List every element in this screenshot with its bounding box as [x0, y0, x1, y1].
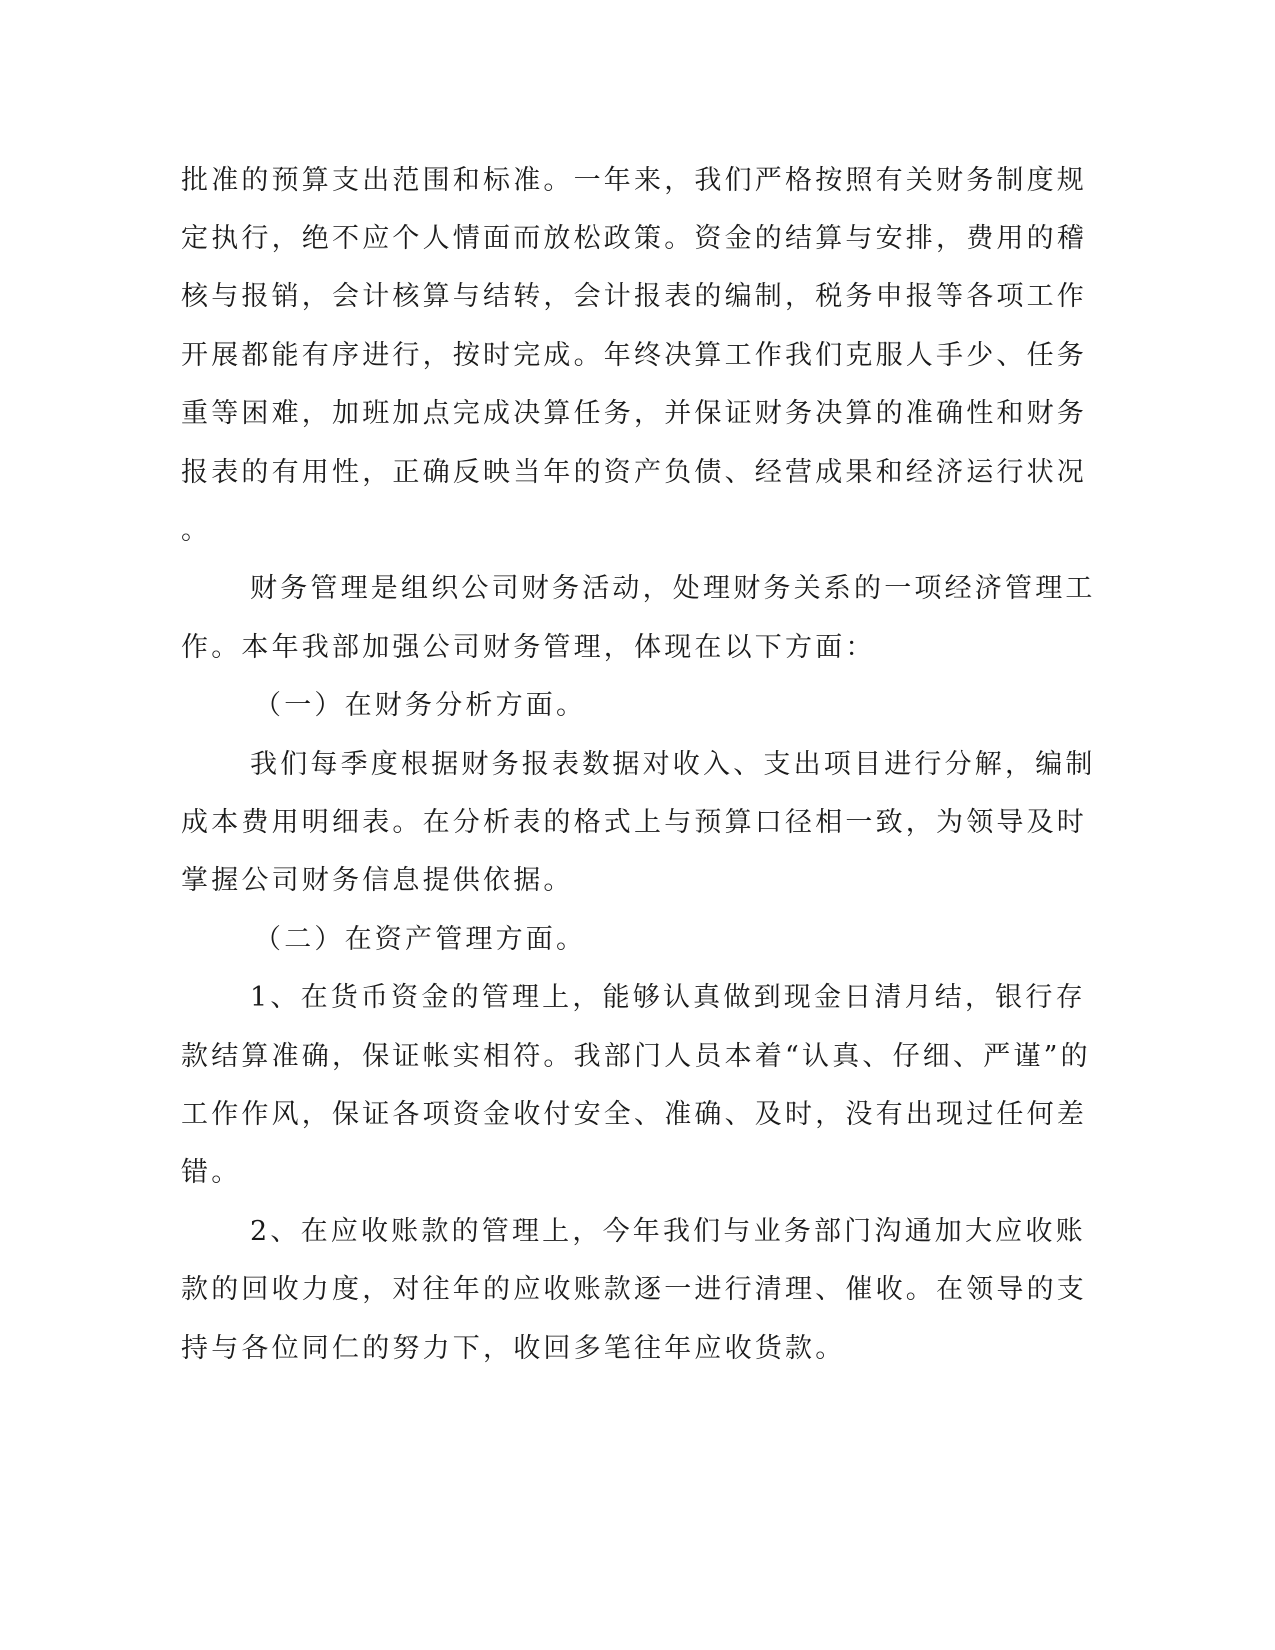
text-line: 工作作风，保证各项资金收付安全、准确、及时，没有出现过任何差: [181, 1099, 1087, 1130]
text-line: 款结算准确，保证帐实相符。我部门人员本着“认真、仔细、严谨”的: [181, 1041, 1091, 1072]
text-line: 掌握公司财务信息提供依据。: [181, 865, 574, 896]
text-line: 开展都能有序进行，按时完成。年终决算工作我们克服人手少、任务: [181, 340, 1087, 371]
text-line: 错。: [181, 1157, 242, 1188]
text-line: 报表的有用性，正确反映当年的资产负债、经营成果和经济运行状况: [181, 457, 1087, 488]
text-line: 2、在应收账款的管理上，今年我们与业务部门沟通加大应收账: [250, 1216, 1086, 1247]
text-line: 财务管理是组织公司财务活动，处理财务关系的一项经济管理工: [250, 573, 1096, 604]
text-line: 成本费用明细表。在分析表的格式上与预算口径相一致，为领导及时: [181, 807, 1087, 838]
text-line: 我们每季度根据财务报表数据对收入、支出项目进行分解，编制: [250, 749, 1096, 780]
text-line: 1、在货币资金的管理上，能够认真做到现金日清月结，银行存: [250, 982, 1086, 1013]
text-line: 款的回收力度，对往年的应收账款逐一进行清理、催收。在领导的支: [181, 1274, 1087, 1305]
section-heading: （一）在财务分析方面。: [254, 690, 587, 721]
text-line: 重等困难，加班加点完成决算任务，并保证财务决算的准确性和财务: [181, 398, 1087, 429]
text-line: 批准的预算支出范围和标准。一年来，我们严格按照有关财务制度规: [181, 165, 1087, 196]
text-line: 作。本年我部加强公司财务管理，体现在以下方面：: [181, 632, 876, 663]
section-heading: （二）在资产管理方面。: [254, 924, 587, 955]
text-line: 。: [181, 515, 212, 546]
text-line: 持与各位同仁的努力下，收回多笔往年应收货款。: [181, 1333, 846, 1364]
text-line: 核与报销，会计核算与结转，会计报表的编制，税务申报等各项工作: [181, 281, 1087, 312]
text-line: 定执行，绝不应个人情面而放松政策。资金的结算与安排，费用的稽: [181, 223, 1087, 254]
